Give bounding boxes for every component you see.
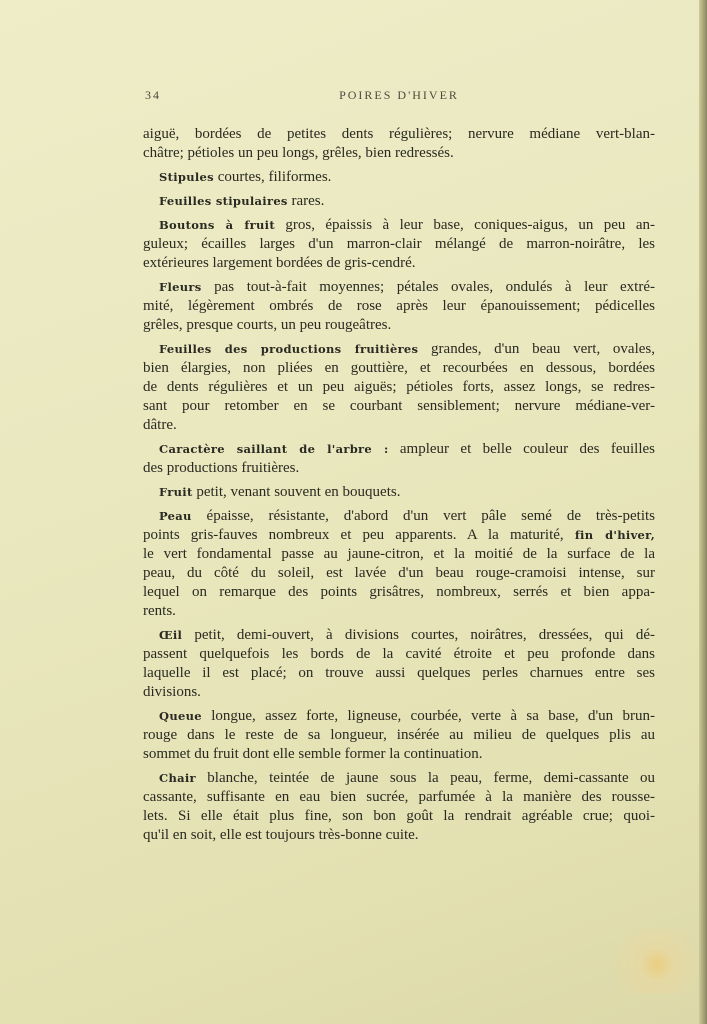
paragraph-caractere [143,440,655,478]
text-line [143,192,655,211]
line-text: ampleur et belle couleur des feuilles [388,441,656,457]
text-line: lequel on remarque des points grisâtres, nombreux, serrés et bien appa- [143,584,655,600]
text-line: lets. Si elle était plus fine, son bon goût la rendrait agréable crue; quoi- [143,808,655,824]
text-line: dâtre. [143,417,177,433]
line-text: courtes, filiformes. [213,169,332,185]
lead-term: Caractère saillant de l'arbre : [159,442,389,456]
text-line: des productions fruitières. [143,460,300,476]
line-text: gros, épaissis à leur base, coniques-aigus, un peu an- [274,217,656,233]
line-text: blanche, teintée de jaune sous la peau, ferme, demi-cassante ou [195,770,655,786]
lead-term: Œil [159,628,183,642]
lead-term: Feuilles stipulaires [159,194,288,208]
lead-term: Chair [159,771,196,785]
text-line: le vert fondamental passe au jaune-citron, et la moitié de la surface de la [143,546,655,562]
line-text: grandes, d'un beau vert, ovales, [418,341,655,357]
text-line: passent quelquefois les bords de la cavité étroite et peu profonde dans [143,646,655,662]
text-line [143,216,655,235]
page-body [143,125,655,850]
text-line: grêles, presque courts, un peu rougeâtres. [143,317,392,333]
text-line: rents. [143,603,176,619]
lead-term: Queue [159,709,202,723]
page-edge-shadow [699,0,707,1024]
text-line: sant pour retomber en se courbant sensiblement; nervure médiane-ver- [143,398,655,414]
paper-stain [600,929,695,994]
text-line [143,340,655,359]
text-line [143,626,655,645]
paragraph-queue [143,707,655,764]
text-line: guleux; écailles larges d'un marron-clair mélangé de marron-noirâtre, les [143,236,655,252]
text-line: divisions. [143,684,201,700]
text-line [143,526,655,545]
lead-term: Feuilles des productions fruitières [159,342,419,356]
lead-term: Peau [159,509,192,523]
text-line: mité, légèrement ombrés de rose après leur épanouissement; pédicelles [143,298,655,314]
text-line: de dents régulières et un peu aiguës; pétioles forts, assez longs, se redres- [143,379,655,395]
text-line [143,707,655,726]
text-line [143,168,655,187]
paragraph [143,125,655,163]
text-line [143,483,655,502]
paragraph-boutons [143,216,655,273]
paragraph-feuilles-stipulaires [143,192,655,211]
text-line: bien élargies, non pliées en gouttière, et recourbées en dessous, bordées [143,360,655,376]
paragraph-chair [143,769,655,845]
page-header [143,88,655,106]
line-text: pas tout-à-fait moyennes; pétales ovales, ondulés à leur extré- [201,279,655,295]
line-text: rares. [287,193,325,209]
line-text: points gris-fauves nombreux et peu apparents. A la maturité, [143,527,575,543]
line-text: longue, assez forte, ligneuse, courbée, verte à sa base, d'un brun- [201,708,655,724]
text-line: cassante, suffisante en eau bien sucrée, parfumée à la manière des rousse- [143,789,655,805]
paragraph-stipules [143,168,655,187]
text-line: châtre; pétioles un peu longs, grêles, bien redressés. [143,145,454,161]
lead-term: Boutons à fruit [159,218,275,232]
line-text: épaisse, résistante, d'abord d'un vert pâle semé de très-petits [191,508,655,524]
line-text: petit, venant souvent en bouquets. [192,484,401,500]
paragraph-fruit [143,483,655,502]
inline-bold-term: fin d'hiver, [574,528,655,542]
text-line: laquelle il est placé; on trouve aussi quelques perles charnues entre ses [143,665,655,681]
text-line: peau, du côté du soleil, est lavée d'un beau rouge-cramoisi intense, sur [143,565,655,581]
lead-term: Stipules [159,170,214,184]
paragraph-oeil [143,626,655,702]
paragraph-fleurs [143,278,655,335]
text-line [143,440,655,459]
text-line [143,769,655,788]
text-line: aiguë, bordées de petites dents régulières; nervure médiane vert-blan- [143,126,655,142]
paragraph-peau [143,507,655,621]
text-line: qu'il en soit, elle est toujours très-bonne cuite. [143,827,419,843]
text-line: sommet du fruit dont elle semble former la continuation. [143,746,483,762]
text-line: rouge dans le reste de sa longueur, insérée au milieu de quelques plis au [143,727,655,743]
lead-term: Fleurs [159,280,202,294]
page-number: 34 [145,88,161,102]
lead-term: Fruit [159,485,193,499]
text-line [143,507,655,526]
text-line: extérieures largement bordées de gris-cendré. [143,255,416,271]
running-title: POIRES D'HIVER [339,88,459,102]
text-line [143,278,655,297]
paragraph-feuilles-productions [143,340,655,435]
line-text: petit, demi-ouvert, à divisions courtes, noirâtres, dressées, qui dé- [182,627,655,643]
